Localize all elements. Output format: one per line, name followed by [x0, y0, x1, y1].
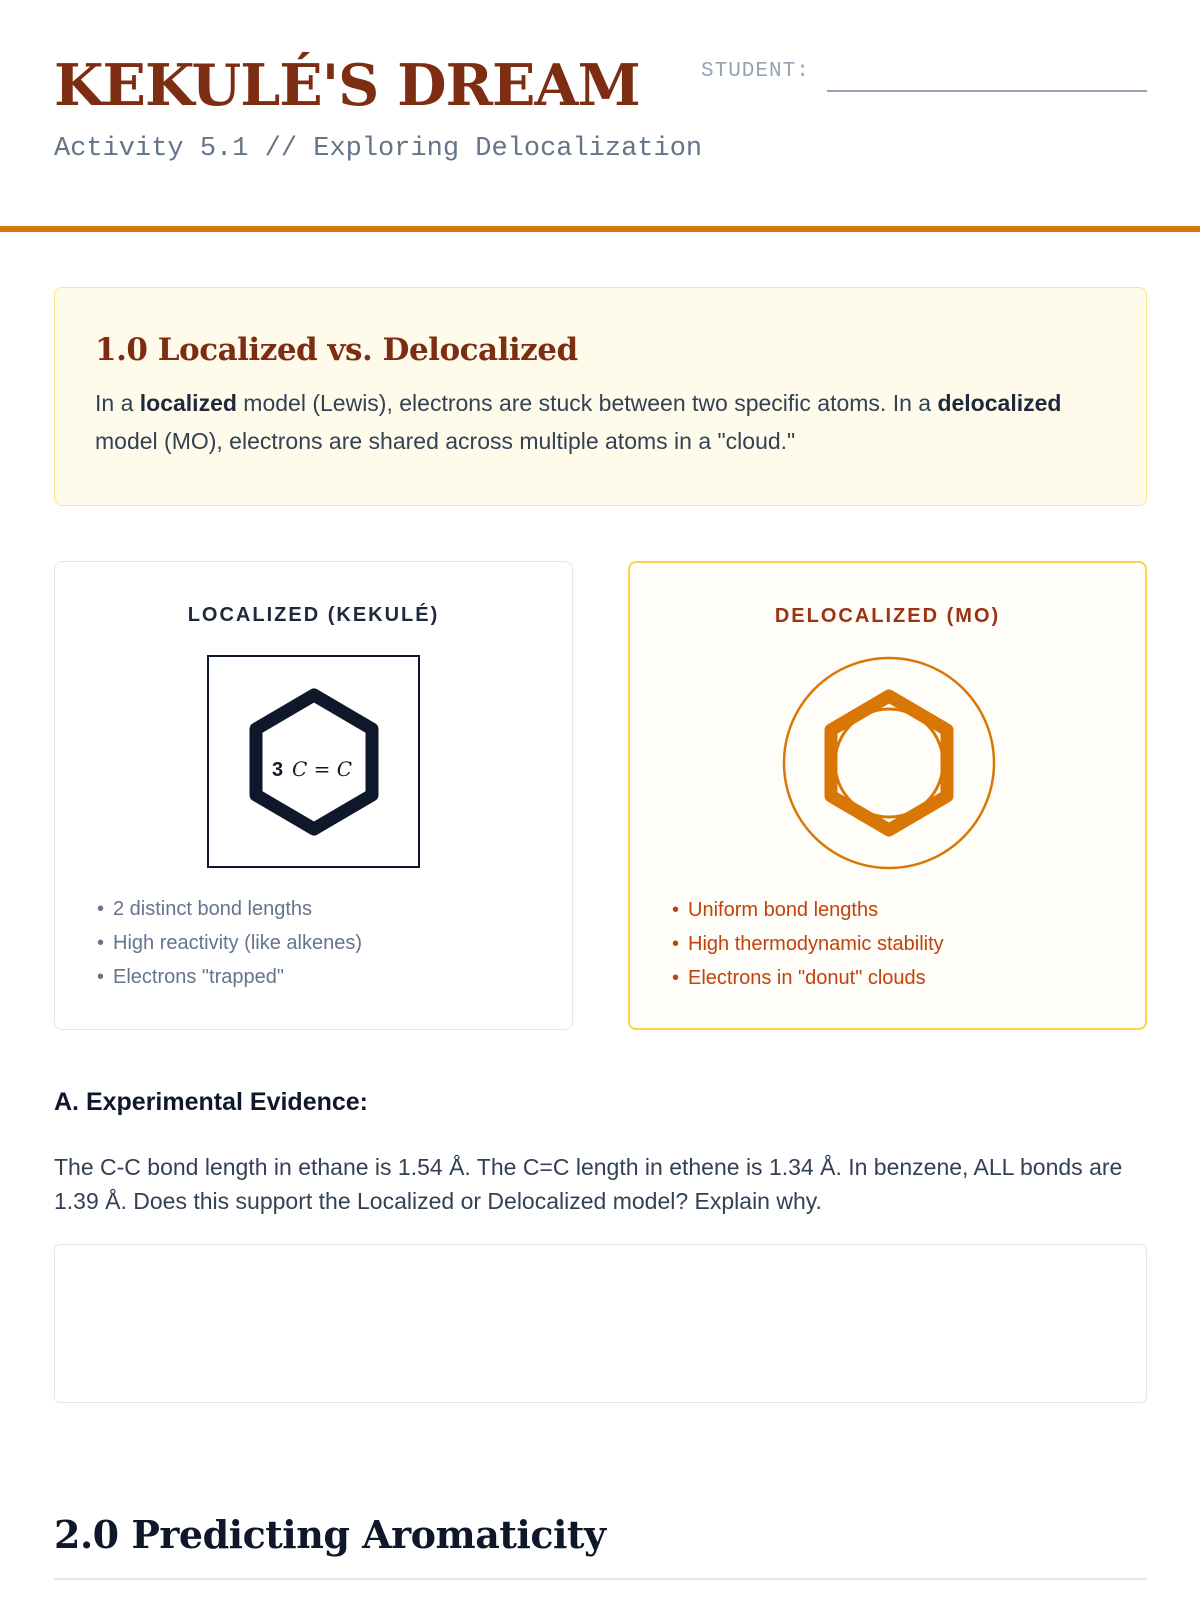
- delocalized-properties-list: [672, 893, 944, 995]
- list-item: • High reactivity (like alkenes): [97, 932, 362, 954]
- card-title-delocalized: DELOCALIZED (MO): [774, 605, 1001, 627]
- list-item: • Electrons "trapped": [97, 966, 284, 988]
- section-heading-predicting-aromaticity: 2.0 Predicting Aromaticity: [54, 1512, 606, 1557]
- term-delocalized: delocalized: [937, 390, 1062, 416]
- intro-paragraph: In a localized model (Lewis), electrons are stuck between two specific atoms. In a delocalized model (MO), electrons are shared across multiple atoms in a "cloud.": [95, 390, 1062, 454]
- answer-textarea[interactable]: [54, 1244, 1147, 1403]
- list-item: • 2 distinct bond lengths: [97, 898, 313, 920]
- delocalized-model-card: [628, 561, 1147, 1030]
- student-name-field[interactable]: [827, 90, 1147, 92]
- diagram-label-formula: C = C: [292, 757, 353, 781]
- card-title-localized: LOCALIZED (KEKULÉ): [187, 604, 440, 626]
- section-divider: [54, 1578, 1147, 1580]
- evidence-question: The C-C bond length in ethane is 1.54 Å. The C=C length in ethene is 1.34 Å. In benzene, ALL bonds are 1.39 Å. Does this support the Localized or Delocalized model? Explain why.: [54, 1154, 1123, 1214]
- benzene-ring-hexagon: [831, 696, 947, 830]
- evidence-heading: A. Experimental Evidence:: [54, 1088, 369, 1116]
- list-item: • Electrons in "donut" clouds: [672, 967, 926, 989]
- intro-callout: [54, 287, 1147, 506]
- localized-model-card: [54, 561, 573, 1030]
- kekule-benzene-diagram: [207, 655, 421, 869]
- delocalized-ring-circle: [835, 709, 943, 817]
- mo-benzene-diagram: [782, 656, 996, 870]
- term-localized: localized: [139, 390, 237, 416]
- student-label: STUDENT:: [701, 60, 810, 83]
- page-title: KEKULÉ'S DREAM: [54, 52, 640, 119]
- list-item: • High thermodynamic stability: [672, 933, 944, 955]
- section-heading-localized-vs-delocalized: 1.0 Localized vs. Delocalized: [95, 332, 578, 368]
- diagram-label-count: 3: [272, 759, 284, 781]
- localized-properties-list: [97, 892, 362, 994]
- list-item: • Uniform bond lengths: [672, 899, 879, 921]
- activity-subtitle: Activity 5.1 // Exploring Delocalization: [54, 134, 703, 164]
- worksheet-header: [0, 0, 1200, 232]
